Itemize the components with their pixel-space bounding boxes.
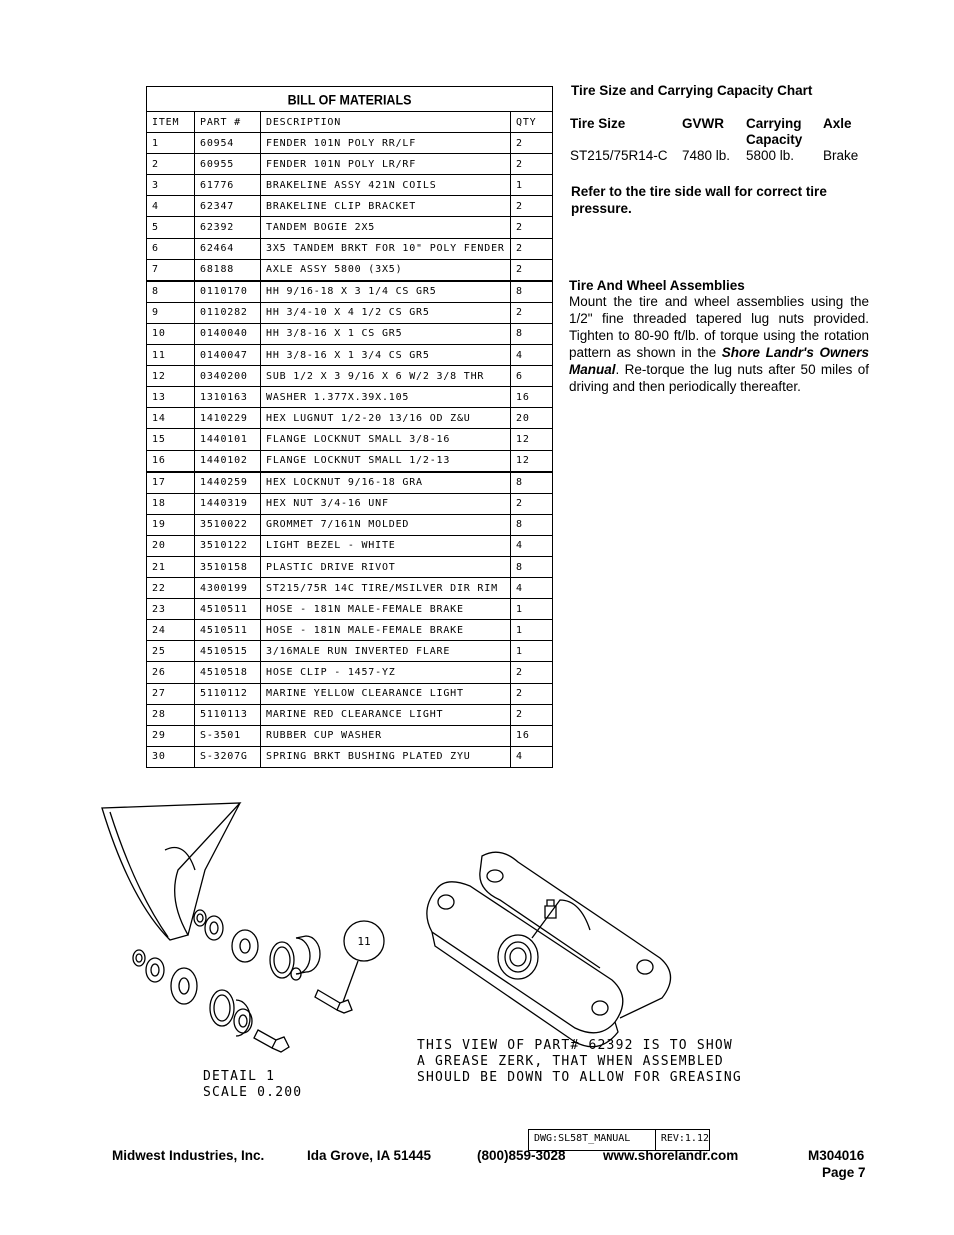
bom-item-cell: 25 [147, 641, 195, 662]
bom-row [147, 725, 553, 746]
bom-item-cell: 8 [147, 281, 195, 303]
bom-qty-cell: 2 [511, 133, 553, 154]
bom-item-cell: 29 [147, 725, 195, 746]
assemblies-text-after: . Re-torque the lug nuts after 50 miles of driving and then periodically thereafter. [569, 362, 869, 394]
assemblies-paragraph [569, 293, 869, 395]
dwg-number: DWG:SL58T_MANUAL [529, 1130, 656, 1150]
grease-note-line-2: A GREASE ZERK, THAT WHEN ASSEMBLED [417, 1054, 724, 1069]
axle-header: Axle [823, 116, 852, 131]
bom-item-cell: 23 [147, 599, 195, 620]
bom-description-cell: ST215/75R 14C TIRE/MSILVER DIR RIM [261, 578, 511, 599]
bom-row [147, 302, 553, 323]
bom-row [147, 746, 553, 767]
revision: REV:1.12 [660, 1133, 709, 1144]
bom-item-cell: 10 [147, 323, 195, 344]
footer-website: www.shorelandr.com [603, 1148, 739, 1163]
bom-part-cell: 68188 [195, 259, 261, 281]
bom-part-cell: 1440102 [195, 450, 261, 472]
bom-qty-cell: 1 [511, 599, 553, 620]
bom-row [147, 599, 553, 620]
bom-row [147, 408, 553, 429]
bom-qty-cell: 4 [511, 578, 553, 599]
tire-chart-table [570, 116, 858, 164]
bom-description-cell: HEX LOCKNUT 9/16-18 GRA [261, 472, 511, 494]
bom-part-cell: 62392 [195, 217, 261, 238]
bom-item-cell: 28 [147, 704, 195, 725]
bom-item-cell: 14 [147, 408, 195, 429]
bom-qty-cell: 2 [511, 704, 553, 725]
bom-row [147, 472, 553, 494]
bom-description-cell: HH 9/16-18 X 3 1/4 CS GR5 [261, 281, 511, 303]
bom-row [147, 683, 553, 704]
bom-qty-cell: 8 [511, 556, 553, 577]
bom-item-cell: 13 [147, 387, 195, 408]
gvwr-value: 7480 lb. [682, 148, 731, 163]
bom-row [147, 387, 553, 408]
bom-row [147, 133, 553, 154]
bom-header-qty: QTY [511, 112, 553, 133]
bom-description-cell: MARINE YELLOW CLEARANCE LIGHT [261, 683, 511, 704]
footer-page-number: Page 7 [822, 1165, 866, 1180]
bom-part-cell: 1410229 [195, 408, 261, 429]
bom-row [147, 323, 553, 344]
bom-description-cell: HH 3/4-10 X 4 1/2 CS GR5 [261, 302, 511, 323]
bom-description-cell: HEX LUGNUT 1/2-20 13/16 OD Z&U [261, 408, 511, 429]
bom-part-cell: 5110112 [195, 683, 261, 704]
bom-row [147, 196, 553, 217]
owners-manual-reference: Shore Landr's Owners Manual [569, 345, 870, 377]
grease-note-line-3: SHOULD BE DOWN TO ALLOW FOR GREASING [417, 1070, 742, 1085]
bom-description-cell: WASHER 1.377X.39X.105 [261, 387, 511, 408]
bom-qty-cell: 2 [511, 683, 553, 704]
bom-part-cell: 0110170 [195, 281, 261, 303]
bom-row [147, 514, 553, 535]
bom-item-cell: 9 [147, 302, 195, 323]
bom-row [147, 366, 553, 387]
bom-item-cell: 15 [147, 429, 195, 450]
bom-item-cell: 24 [147, 620, 195, 641]
bom-qty-cell: 2 [511, 238, 553, 259]
bom-item-cell: 18 [147, 493, 195, 514]
assemblies-text-before: Mount the tire and wheel assemblies using the 1/2" fine threaded tapered lug nuts provided. Tighten to 80-90 ft/lb. of torque using the rotation pattern as shown in the [569, 294, 869, 360]
bom-description-cell: 3X5 TANDEM BRKT FOR 10" POLY FENDER [261, 238, 511, 259]
bom-row [147, 217, 553, 238]
bom-part-cell: S-3501 [195, 725, 261, 746]
bom-part-cell: 4510515 [195, 641, 261, 662]
bom-description-cell: 3/16MALE RUN INVERTED FLARE [261, 641, 511, 662]
tire-chart-row [570, 148, 858, 164]
bom-row [147, 259, 553, 281]
bom-item-cell: 21 [147, 556, 195, 577]
bom-row [147, 493, 553, 514]
bom-qty-cell: 8 [511, 514, 553, 535]
bom-part-cell: 0140047 [195, 345, 261, 366]
bom-body [147, 133, 553, 768]
carrying-capacity-header: Carrying Capacity [746, 116, 803, 147]
bom-row [147, 281, 553, 303]
bom-part-cell: 62464 [195, 238, 261, 259]
bom-description-cell: SPRING BRKT BUSHING PLATED ZYU [261, 746, 511, 767]
bom-description-cell: HH 3/8-16 X 1 3/4 CS GR5 [261, 345, 511, 366]
assemblies-heading: Tire And Wheel Assemblies [569, 278, 745, 293]
bom-qty-cell: 2 [511, 154, 553, 175]
bom-item-cell: 16 [147, 450, 195, 472]
bom-row [147, 429, 553, 450]
bom-part-cell: 4510511 [195, 599, 261, 620]
bom-title: BILL OF MATERIALS [147, 85, 553, 113]
bom-part-cell: 1440259 [195, 472, 261, 494]
footer-phone: (800)859-3028 [477, 1148, 566, 1163]
bom-qty-cell: 2 [511, 302, 553, 323]
bom-row [147, 620, 553, 641]
bom-row [147, 662, 553, 683]
bom-qty-cell: 12 [511, 429, 553, 450]
bom-qty-cell: 6 [511, 366, 553, 387]
bom-part-cell: 1310163 [195, 387, 261, 408]
bom-item-cell: 2 [147, 154, 195, 175]
bom-description-cell: HH 3/8-16 X 1 CS GR5 [261, 323, 511, 344]
bom-header-item: ITEM [147, 112, 195, 133]
bom-row [147, 535, 553, 556]
tire-size-header: Tire Size [570, 116, 626, 131]
bom-qty-cell: 1 [511, 620, 553, 641]
bom-description-cell: FLANGE LOCKNUT SMALL 3/8-16 [261, 429, 511, 450]
gvwr-header: GVWR [682, 116, 724, 131]
bom-description-cell: AXLE ASSY 5800 (3X5) [261, 259, 511, 281]
bom-item-cell: 11 [147, 345, 195, 366]
bom-qty-cell: 16 [511, 387, 553, 408]
bom-row [147, 578, 553, 599]
bom-item-cell: 19 [147, 514, 195, 535]
bom-part-cell: 62347 [195, 196, 261, 217]
footer-city: Ida Grove, IA 51445 [307, 1148, 432, 1163]
bom-row [147, 345, 553, 366]
bom-description-cell: HEX NUT 3/4-16 UNF [261, 493, 511, 514]
footer-company: Midwest Industries, Inc. [112, 1148, 265, 1163]
bom-header-description: DESCRIPTION [261, 112, 511, 133]
bom-row [147, 175, 553, 196]
bom-part-cell: 0140040 [195, 323, 261, 344]
carrying-capacity-value: 5800 lb. [746, 148, 795, 163]
bom-qty-cell: 4 [511, 746, 553, 767]
bom-header-part: PART # [195, 112, 261, 133]
bom-item-cell: 20 [147, 535, 195, 556]
bom-qty-cell: 2 [511, 493, 553, 514]
bom-description-cell: RUBBER CUP WASHER [261, 725, 511, 746]
bom-part-cell: 1440319 [195, 493, 261, 514]
bom-part-cell: 3510022 [195, 514, 261, 535]
lower-fastener-stack [133, 950, 289, 1052]
bom-description-cell: SUB 1/2 X 3 9/16 X 6 W/2 3/8 THR [261, 366, 511, 387]
bom-item-cell: 26 [147, 662, 195, 683]
bom-qty-cell: 8 [511, 472, 553, 494]
footer-doc-number: M304016 [808, 1148, 865, 1163]
bom-description-cell: HOSE - 181N MALE-FEMALE BRAKE [261, 620, 511, 641]
bom-item-cell: 30 [147, 746, 195, 767]
bom-qty-cell: 1 [511, 175, 553, 196]
axle-value: Brake [823, 148, 859, 163]
bom-description-cell: FENDER 101N POLY RR/LF [261, 133, 511, 154]
bom-header-row [147, 112, 553, 133]
bom-item-cell: 6 [147, 238, 195, 259]
bom-part-cell: 3510158 [195, 556, 261, 577]
bom-qty-cell: 4 [511, 535, 553, 556]
bom-item-cell: 1 [147, 133, 195, 154]
bom-part-cell: 3510122 [195, 535, 261, 556]
scale-label: SCALE 0.200 [203, 1085, 303, 1100]
bom-item-cell: 7 [147, 259, 195, 281]
bom-row [147, 238, 553, 259]
bom-description-cell: HOSE - 181N MALE-FEMALE BRAKE [261, 599, 511, 620]
bom-part-cell: S-3207G [195, 746, 261, 767]
bom-qty-cell: 16 [511, 725, 553, 746]
balloon-number: 11 [357, 935, 371, 948]
bom-item-cell: 22 [147, 578, 195, 599]
bom-qty-cell: 1 [511, 641, 553, 662]
tire-pressure-note: Refer to the tire side wall for correct tire pressure. [571, 184, 827, 216]
bom-description-cell: FLANGE LOCKNUT SMALL 1/2-13 [261, 450, 511, 472]
bom-part-cell: 1440101 [195, 429, 261, 450]
bom-part-cell: 0340200 [195, 366, 261, 387]
bom-description-cell: BRAKELINE CLIP BRACKET [261, 196, 511, 217]
bom-part-cell: 5110113 [195, 704, 261, 725]
bom-qty-cell: 4 [511, 345, 553, 366]
tandem-bogie-illustration [427, 852, 671, 1047]
grease-note-line-1: THIS VIEW OF PART# 62392 IS TO SHOW [417, 1038, 733, 1053]
bom-part-cell: 0110282 [195, 302, 261, 323]
tire-size-value: ST215/75R14-C [570, 148, 668, 163]
bom-qty-cell: 2 [511, 196, 553, 217]
bom-description-cell: HOSE CLIP - 1457-YZ [261, 662, 511, 683]
fender-bracket-illustration [102, 803, 240, 940]
bom-item-cell: 12 [147, 366, 195, 387]
bom-part-cell: 61776 [195, 175, 261, 196]
bom-qty-cell: 2 [511, 217, 553, 238]
bom-description-cell: BRAKELINE ASSY 421N COILS [261, 175, 511, 196]
tire-chart-header-row [570, 116, 858, 148]
bom-row [147, 154, 553, 175]
bill-of-materials-table [146, 86, 553, 768]
bom-qty-cell: 2 [511, 662, 553, 683]
bom-row [147, 704, 553, 725]
bom-part-cell: 4510518 [195, 662, 261, 683]
bom-row [147, 450, 553, 472]
bom-description-cell: PLASTIC DRIVE RIVOT [261, 556, 511, 577]
tire-chart-title: Tire Size and Carrying Capacity Chart [571, 83, 813, 98]
bom-part-cell: 60954 [195, 133, 261, 154]
bom-item-cell: 4 [147, 196, 195, 217]
bom-item-cell: 17 [147, 472, 195, 494]
bom-description-cell: FENDER 101N POLY LR/RF [261, 154, 511, 175]
callout-balloon [343, 921, 384, 1002]
detail-label: DETAIL 1 [203, 1069, 276, 1084]
bom-description-cell: TANDEM BOGIE 2X5 [261, 217, 511, 238]
bom-description-cell: GROMMET 7/161N MOLDED [261, 514, 511, 535]
bom-qty-cell: 8 [511, 323, 553, 344]
bom-description-cell: LIGHT BEZEL - WHITE [261, 535, 511, 556]
bom-part-cell: 4300199 [195, 578, 261, 599]
bom-qty-cell: 20 [511, 408, 553, 429]
bom-part-cell: 60955 [195, 154, 261, 175]
bom-qty-cell: 8 [511, 281, 553, 303]
bom-part-cell: 4510511 [195, 620, 261, 641]
detail-drawing [0, 790, 954, 1120]
bom-item-cell: 3 [147, 175, 195, 196]
bom-item-cell: 27 [147, 683, 195, 704]
bom-item-cell: 5 [147, 217, 195, 238]
bom-qty-cell: 12 [511, 450, 553, 472]
bom-row [147, 556, 553, 577]
bom-qty-cell: 2 [511, 259, 553, 281]
bom-row [147, 641, 553, 662]
bom-description-cell: MARINE RED CLEARANCE LIGHT [261, 704, 511, 725]
